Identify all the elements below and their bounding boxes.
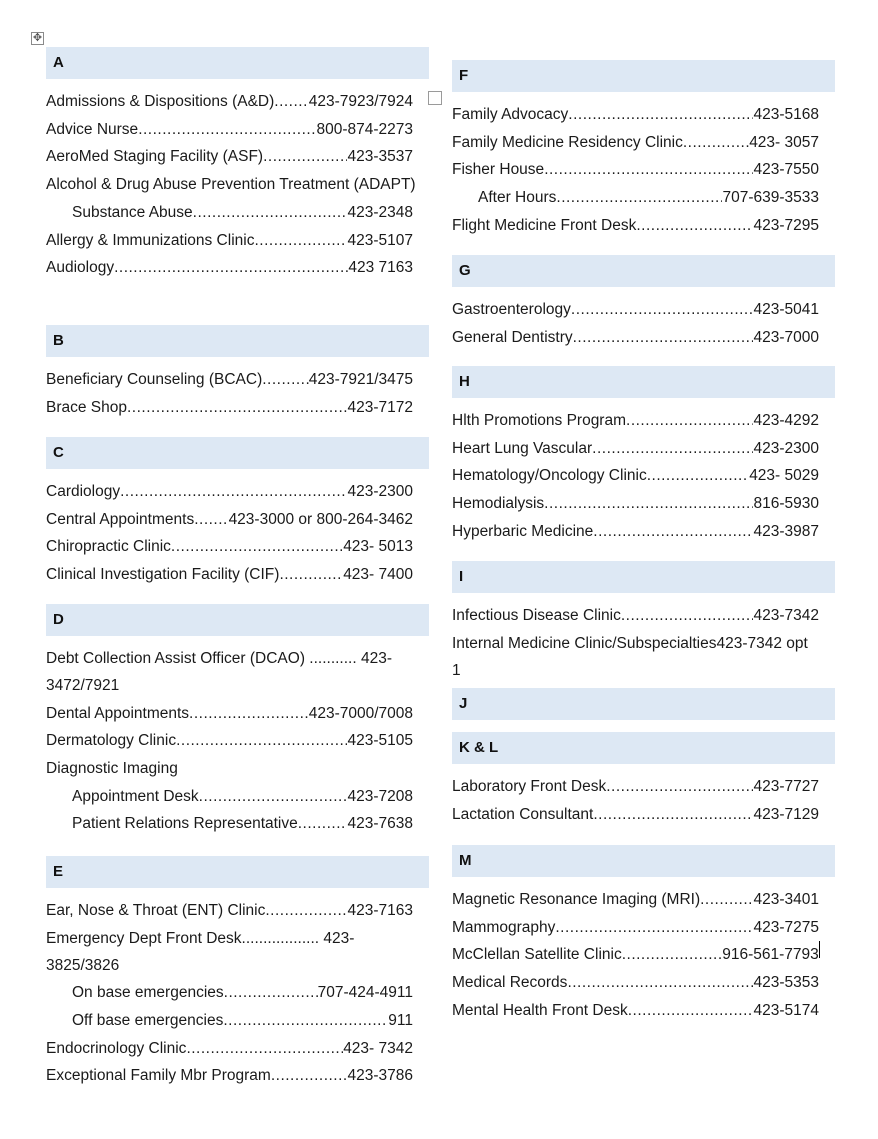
entry-name: Laboratory Front Desk (452, 778, 607, 795)
entry-phone: 423-3987 (753, 522, 819, 540)
dot-leader (224, 979, 318, 1007)
directory-entry (452, 129, 819, 157)
entry-name: Hematology/Oncology Clinic (452, 467, 647, 485)
entry-list (46, 88, 429, 282)
entry-name: Substance Abuse (72, 203, 193, 221)
entry-name: After Hours (478, 189, 557, 207)
section-k-l (452, 732, 835, 828)
directory-entry (46, 171, 416, 199)
dot-leader (592, 435, 753, 463)
directory-entry (46, 254, 413, 282)
directory-entry (452, 518, 819, 546)
entry-list (452, 407, 835, 546)
entry-phone: 423-5107 (347, 231, 413, 249)
entry-name: Family Medicine Residency Clinic (452, 133, 683, 151)
entry-phone: 423-3401 (753, 891, 819, 908)
directory-entry (46, 506, 413, 534)
directory-entry (46, 199, 413, 227)
dot-leader (556, 184, 722, 212)
entry-name: McClellan Satellite Clinic (452, 946, 622, 964)
directory-entry (46, 88, 413, 116)
entry-phone: 800-874-2273 (316, 120, 413, 138)
entry-name: Dermatology Clinic (46, 732, 177, 750)
entry-phone: 423-7921/3475 (308, 371, 413, 388)
entry-name: Appointment Desk (72, 787, 199, 805)
dot-leader (683, 129, 749, 157)
entry-phone: 423-7172 (347, 398, 413, 416)
dot-leader (621, 602, 754, 630)
section-header: H (452, 366, 835, 398)
directory-entry (452, 324, 819, 352)
entry-name: Chiropractic Clinic (46, 538, 171, 556)
entry-phone: 423-7000/7008 (308, 704, 413, 722)
entry-list (452, 602, 835, 684)
move-arrows-icon[interactable]: ✥ (32, 32, 43, 44)
dot-leader (138, 116, 316, 144)
entry-list (452, 296, 835, 351)
entry-phone: 423-5041 (753, 301, 819, 318)
dot-leader (544, 156, 753, 184)
entry-name: Fisher House (452, 161, 545, 179)
section-f (452, 60, 835, 240)
entry-phone: 423-7129 (753, 805, 819, 823)
entry-name: Diagnostic Imaging (46, 760, 178, 777)
entry-list (452, 773, 835, 828)
entry-phone: 423- 5013 (343, 538, 413, 556)
entry-phone: 423-2348 (347, 203, 413, 221)
entry-phone: 911 (388, 1012, 413, 1029)
directory-entry (46, 979, 413, 1007)
dot-leader (194, 506, 228, 534)
directory-entry: Debt Collection Assist Officer (DCAO) ........... 423-3472/7921 (46, 650, 392, 695)
section-b (46, 325, 429, 421)
directory-entry (452, 886, 819, 914)
section-j (452, 688, 835, 720)
section-header: G (452, 255, 835, 287)
entry-phone: 423-3537 (347, 148, 413, 166)
dot-leader (193, 199, 348, 227)
dot-leader (199, 783, 348, 811)
entry-name: Patient Relations Representative (72, 815, 298, 833)
section-header: E (46, 856, 429, 888)
entry-phone: 423-3000 or 800-264-3462 (228, 510, 413, 528)
dot-leader (568, 101, 753, 129)
directory-entry (46, 755, 413, 783)
dot-leader (593, 801, 753, 829)
directory-entry (46, 1062, 413, 1090)
directory-entry (46, 143, 413, 171)
dot-leader (171, 533, 343, 561)
directory-entry (46, 227, 413, 255)
section-i (452, 561, 835, 684)
entry-phone: 423-4292 (753, 412, 819, 429)
entry-name: Dental Appointments (46, 704, 190, 722)
entry-name: Hemodialysis (452, 495, 545, 513)
section-a (46, 47, 429, 282)
entry-name: Brace Shop (46, 398, 127, 416)
entry-name: Admissions & Dispositions (A&D) (46, 93, 275, 110)
directory-entry (452, 156, 819, 184)
entry-phone: 423-7275 (753, 918, 819, 936)
dot-leader (262, 366, 308, 394)
entry-name: Beneficiary Counseling (BCAC) (46, 371, 263, 388)
directory-entry (46, 783, 413, 811)
entry-phone: 423-7208 (347, 787, 413, 805)
directory-entry: Internal Medicine Clinic/Subspecialties423-7342 opt 1 (452, 634, 808, 679)
dot-leader (626, 407, 753, 435)
directory-entry (452, 490, 819, 518)
dot-leader (647, 462, 749, 490)
entry-phone: 423-2300 (753, 439, 819, 457)
dot-leader (120, 478, 347, 506)
section-c (46, 437, 429, 589)
dot-leader (298, 810, 348, 838)
directory-entry (46, 478, 413, 506)
entry-list (46, 478, 429, 589)
entry-name: Lactation Consultant (452, 805, 594, 823)
directory-entry (46, 366, 413, 394)
directory-entry (46, 394, 413, 422)
section-header: D (46, 604, 429, 636)
section-header: B (46, 325, 429, 357)
entry-phone: 423-2300 (347, 483, 413, 500)
entry-name: Mammography (452, 918, 556, 936)
directory-entry (46, 700, 413, 728)
entry-name: General Dentistry (452, 328, 573, 346)
entry-name: Mental Health Front Desk (452, 1001, 628, 1019)
directory-entry (452, 435, 819, 463)
dot-leader (573, 324, 754, 352)
directory-entry (46, 1035, 413, 1063)
directory-entry (46, 897, 413, 925)
dot-leader (622, 941, 723, 969)
section-d (46, 604, 429, 838)
entry-phone: 423-7727 (753, 778, 819, 795)
entry-name: Central Appointments (46, 510, 195, 528)
dot-leader (265, 897, 347, 925)
section-header: C (46, 437, 429, 469)
dot-leader (555, 914, 753, 942)
dot-leader (263, 143, 347, 171)
dot-leader (279, 561, 343, 589)
directory-entry (46, 533, 413, 561)
directory-entry: Emergency Dept Front Desk.................. 423-3825/3826 (46, 929, 355, 974)
entry-name: Allergy & Immunizations Clinic (46, 231, 255, 249)
dot-leader (606, 773, 753, 801)
entry-phone: 423- 7400 (343, 566, 413, 584)
directory-entry (46, 810, 413, 838)
section-header: A (46, 47, 429, 79)
directory-entry (452, 212, 819, 240)
entry-phone: 423-7550 (753, 161, 819, 179)
entry-phone: 816-5930 (753, 495, 819, 513)
directory-entry (452, 296, 819, 324)
dot-leader (186, 1035, 343, 1063)
dot-leader (127, 394, 347, 422)
entry-phone: 423-7923/7924 (308, 93, 413, 110)
entry-name: Heart Lung Vascular (452, 439, 593, 457)
entry-name: Alcohol & Drug Abuse Prevention Treatment (ADAPT) (46, 176, 416, 194)
directory-entry (452, 462, 819, 490)
directory-entry (46, 1007, 413, 1035)
directory-entry (452, 914, 819, 942)
entry-name: Flight Medicine Front Desk (452, 216, 637, 234)
entry-name: Ear, Nose & Throat (ENT) Clinic (46, 902, 266, 919)
entry-phone: 423-5174 (753, 1001, 819, 1019)
directory-entry (452, 101, 819, 129)
directory-entry (452, 184, 819, 212)
entry-list (452, 886, 835, 1025)
entry-phone: 423-5353 (753, 974, 819, 992)
dot-leader (254, 227, 347, 255)
entry-name: Exceptional Family Mbr Program (46, 1067, 271, 1085)
entry-list (46, 897, 429, 1090)
entry-name: Infectious Disease Clinic (452, 607, 621, 624)
section-header: I (452, 561, 835, 593)
dot-leader (189, 700, 309, 728)
entry-name: Medical Records (452, 974, 568, 992)
entry-phone: 423- 5029 (749, 467, 819, 485)
section-header: J (452, 688, 835, 720)
directory-entry (452, 773, 819, 801)
entry-name: Advice Nurse (46, 120, 139, 138)
entry-name: Family Advocacy (452, 106, 569, 123)
section-m (452, 845, 835, 1025)
entry-phone: 707-639-3533 (722, 189, 819, 207)
dot-leader (544, 490, 753, 518)
section-header: F (452, 60, 835, 92)
entry-phone: 916-561-7793 (722, 946, 819, 964)
entry-phone: 707-424-4911 (317, 984, 413, 1002)
dot-leader (274, 88, 308, 116)
directory-entry (46, 116, 413, 144)
entry-name: Cardiology (46, 483, 121, 500)
entry-phone: 423-5105 (347, 732, 413, 750)
dot-leader (176, 727, 347, 755)
entry-phone: 423 7163 (348, 259, 413, 277)
dot-leader (636, 212, 753, 240)
dot-leader (223, 1007, 388, 1035)
entry-phone: 423-7638 (347, 815, 413, 833)
entry-phone: 423- 3057 (749, 133, 819, 151)
dot-leader (593, 518, 753, 546)
dot-leader (567, 969, 753, 997)
entry-phone: 423-3786 (347, 1067, 413, 1085)
dot-leader (114, 254, 348, 282)
entry-name: AeroMed Staging Facility (ASF) (46, 148, 264, 166)
section-header: M (452, 845, 835, 877)
dot-leader (628, 997, 754, 1025)
directory-entry (452, 801, 819, 829)
dot-leader (571, 296, 754, 324)
entry-name: Clinical Investigation Facility (CIF) (46, 566, 280, 584)
entry-name: Hyperbaric Medicine (452, 522, 594, 540)
entry-name: Endocrinology Clinic (46, 1039, 187, 1057)
entry-list (46, 645, 429, 838)
dot-leader (271, 1062, 348, 1090)
entry-name: Magnetic Resonance Imaging (MRI) (452, 891, 701, 908)
entry-name: On base emergencies (72, 984, 224, 1002)
entry-list (452, 101, 835, 240)
entry-name: Hlth Promotions Program (452, 412, 627, 429)
entry-phone: 423-7000 (753, 328, 819, 346)
entry-name: Off base emergencies (72, 1012, 224, 1029)
directory-entry (452, 969, 819, 997)
section-g (452, 255, 835, 351)
directory-entry (452, 941, 819, 969)
section-h (452, 366, 835, 546)
entry-phone: 423-7163 (347, 902, 413, 919)
directory-entry (46, 561, 413, 589)
directory-entry (452, 997, 819, 1025)
entry-phone: 423- 7342 (343, 1039, 413, 1057)
entry-name: Audiology (46, 259, 115, 277)
section-e (46, 856, 429, 1090)
directory-entry (452, 407, 819, 435)
checkbox-square-icon[interactable] (428, 91, 442, 105)
section-header: K & L (452, 732, 835, 764)
entry-name: Gastroenterology (452, 301, 571, 318)
entry-list (46, 366, 429, 421)
entry-phone: 423-5168 (753, 106, 819, 123)
entry-phone: 423-7295 (753, 216, 819, 234)
directory-entry (46, 727, 413, 755)
entry-phone: 423-7342 (753, 607, 819, 624)
directory-entry (452, 602, 819, 630)
dot-leader (700, 886, 753, 914)
